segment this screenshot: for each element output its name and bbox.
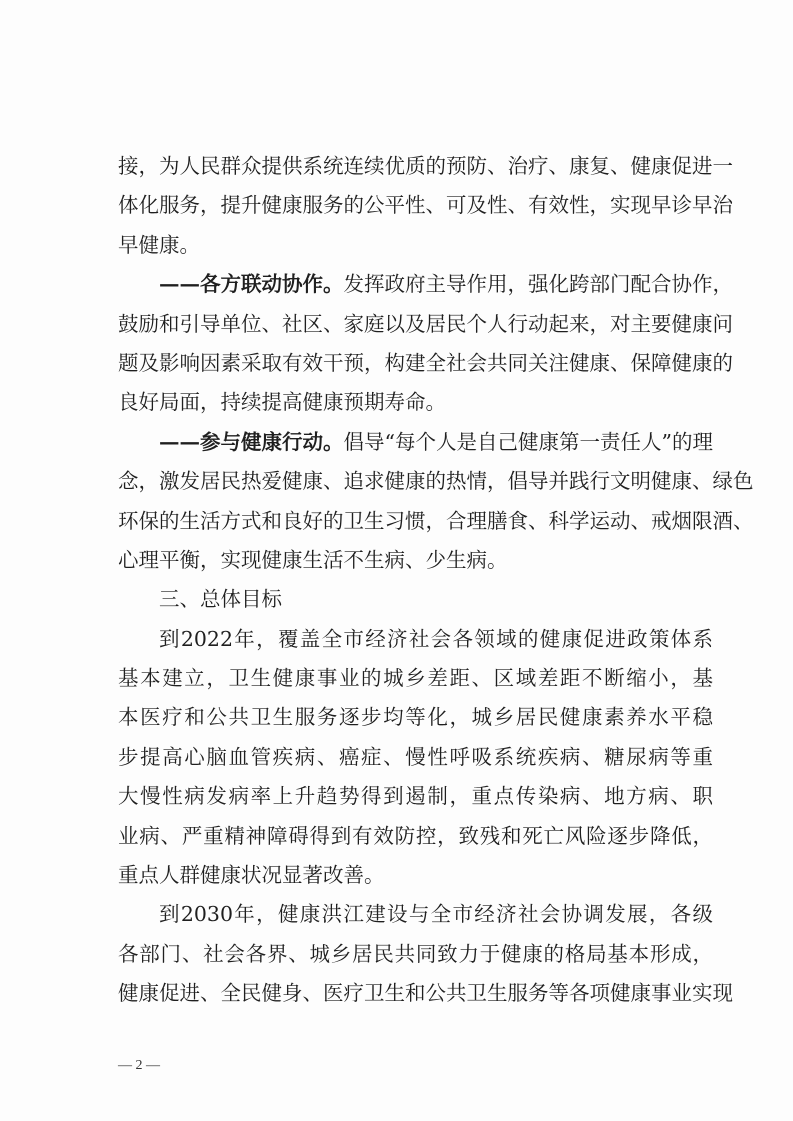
paragraph-text: 发挥政府主导作用，强化跨部门配合协作，	[343, 272, 733, 297]
section-heading: 三、总体目标	[159, 587, 282, 612]
text-line: 鼓励和引导单位、社区、家庭以及居民个人行动起来，对主要健康问	[118, 311, 733, 336]
paragraph-goal-2030	[118, 895, 733, 1013]
paragraph-continuation	[118, 147, 733, 265]
paragraph-text: 倡导“每个人是自己健康第一责任人”的理	[343, 429, 713, 454]
text-line: 心理平衡，实现健康生活不生病、少生病。	[118, 547, 508, 572]
text-line: 体化服务，提升健康服务的公平性、可及性、有效性，实现早诊早治	[118, 193, 733, 218]
text-line: 到2030年，健康洪江建设与全市经济社会协调发展，各级	[159, 902, 713, 927]
text-line: 本医疗和公共卫生服务逐步均等化，城乡居民健康素养水平稳	[118, 705, 713, 730]
text-line: 接，为人民群众提供系统连续优质的预防、治疗、康复、健康促进一	[118, 154, 733, 178]
text-line: 环保的生活方式和良好的卫生习惯，合理膳食、科学运动、戒烟限酒、	[118, 508, 754, 533]
text-line: 步提高心脑血管疾病、癌症、慢性呼吸系统疾病、糖尿病等重	[118, 744, 713, 769]
text-line: 重点人群健康状况显著改善。	[118, 863, 385, 888]
text-line: 早健康。	[118, 232, 200, 257]
paragraph-coordination	[118, 265, 733, 423]
text-line: 到2022年，覆盖全市经济社会各领域的健康促进政策体系	[159, 626, 713, 651]
text-line: 各部门、社会各界、城乡居民共同致力于健康的格局基本形成，	[118, 941, 713, 966]
paragraph-health-action	[118, 423, 754, 581]
paragraph-lead: ——参与健康行动。	[159, 429, 344, 454]
text-line: 念，激发居民热爱健康、追求健康的热情，倡导并践行文明健康、绿色	[118, 469, 754, 494]
text-line: 健康促进、全民健身、医疗卫生和公共卫生服务等各项健康事业实现	[118, 981, 733, 1006]
text-line: 良好局面，持续提高健康预期寿命。	[118, 390, 446, 415]
text-line	[118, 265, 733, 304]
paragraph-lead: ——各方联动协作。	[159, 272, 344, 297]
text-line: 题及影响因素采取有效干预，构建全社会共同关注健康、保障健康的	[118, 350, 733, 375]
text-line	[118, 423, 713, 462]
paragraph-goal-2022	[118, 620, 713, 896]
text-line: 基本建立，卫生健康事业的城乡差距、区域差距不断缩小，基	[118, 666, 713, 691]
text-line: 大慢性病发病率上升趋势得到遏制，重点传染病、地方病、职	[118, 784, 713, 809]
page-number: — 2 —	[118, 1058, 160, 1073]
page-body	[118, 147, 754, 1014]
text-line: 业病、严重精神障碍得到有效防控，致残和死亡风险逐步降低，	[118, 823, 713, 848]
